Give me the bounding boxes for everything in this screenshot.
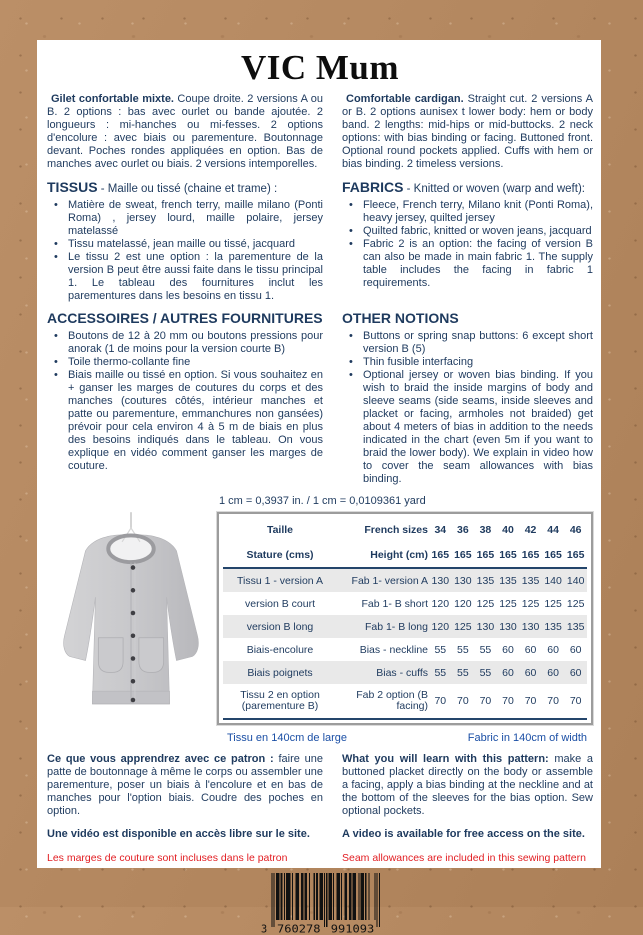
accessoires-list <box>47 330 323 473</box>
value-cell: 55 <box>479 643 492 656</box>
row-label-en: Fab 1- version A <box>351 574 428 587</box>
size-cell: 38 <box>479 523 492 536</box>
learn-paragraph-fr <box>47 753 323 818</box>
list-item: • Fabric 2 is an option: the facing of version B can also be made in main fabric 1. The supply table includes the facing in fabric 1 requirements. <box>342 238 593 290</box>
table-row <box>223 684 587 719</box>
list-item: • Quilted fabric, knitted or woven jeans, jacquard <box>342 225 593 238</box>
value-cell: 140 <box>544 574 562 587</box>
row-label-fr: version B court <box>244 597 316 610</box>
value-cell: 130 <box>431 574 450 587</box>
size-table-frame <box>217 512 593 725</box>
section-fabrics <box>342 180 593 303</box>
table-header-row <box>223 517 587 542</box>
fabric-width-caption-fr: Tissu en 140cm de large <box>227 732 348 745</box>
size-cell: 36 <box>457 523 469 536</box>
header-cell: French sizes <box>364 523 428 536</box>
seam-note-en: Seam allowances are included in this sewing pattern <box>342 852 586 865</box>
height-cell: 165 <box>564 542 587 568</box>
list-item: • Biais maille ou tissé en option. Si vous souhaitez en + ganser les marges de coutures du corps et des manches (coutures côtés, intérieur manches et patte ou parementure, emmanchures non gansées) prévoir pour cela environ 4 à 5 m de biais en plus des besoins indiqués dans le tableau. On vous explique en vidéo comment ganser les marges de couture. <box>47 369 323 473</box>
row-label-fr: Tissu 1 - version A <box>237 574 323 587</box>
left-pocket <box>98 638 123 673</box>
value-cell: 60 <box>502 666 514 679</box>
list-item: • Boutons de 12 à 20 mm ou boutons pressions pour anorak (1 de moins pour la version courte B) <box>47 330 323 356</box>
height-cell: 165 <box>452 542 475 568</box>
notions-list <box>342 330 593 486</box>
table-row <box>223 568 587 592</box>
table-row <box>223 638 587 661</box>
intro-body-en: Straight cut. 2 versions A or B. 2 options aunisex t lower body: hem or body band. 2 lengths: mid-hips or mid-buttocks. 2 neck options: with bias binding or facing. Buttoned front. Optional round pockets applied. Cuffs with hem or bias binding. 2 timeless versions. <box>342 93 593 171</box>
value-cell: 135 <box>521 574 540 587</box>
value-cell: 55 <box>479 666 492 679</box>
row-label-en: Bias - cuffs <box>376 666 428 679</box>
table-row <box>223 592 587 615</box>
value-cell: 60 <box>547 666 559 679</box>
value-cell: 120 <box>431 597 450 610</box>
pattern-title: VIC Mum <box>240 48 400 87</box>
section-other-notions <box>342 311 593 486</box>
learn-lead-en: What you will learn with this pattern: <box>342 753 549 766</box>
video-note-en: A video is available for free access on the site. <box>342 828 585 841</box>
cardigan-illustration <box>45 511 217 721</box>
list-item: • Fleece, French terry, Milano knit (Ponti Roma), heavy jersey, quilted jersey <box>342 199 593 225</box>
fabric-width-caption-en: Fabric in 140cm of width <box>467 732 587 745</box>
list-item: • Tissu matelassé, jean maille ou tissé, jacquard <box>47 238 323 251</box>
learn-body-en: make a buttoned placket directly on the body or assemble a facing, apply a bias binding at the neckline and at the bottom of the sleeves for the bias option. Sew optional pockets. <box>342 753 593 818</box>
value-cell: 130 <box>454 574 472 587</box>
value-cell: 130 <box>499 620 517 633</box>
value-cell: 70 <box>474 684 497 719</box>
list-item: • Optional jersey or woven bias binding. If you wish to braid the inside margins of body and sleeve seams (side seams, inside sleeves and placket or facing, armholes not braided) get about 4 meters of bias in addition to the needs indicated in the chart (even 5m if you want to braid the lower body). We explain in video how to cover the seam allowances with bias binding. <box>342 369 593 486</box>
cardigan-photo <box>45 495 217 721</box>
value-cell: 60 <box>502 643 514 656</box>
tissus-heading: TISSUS <box>47 179 98 196</box>
unit-conversion-note: 1 cm = 0,3937 in. / 1 cm = 0,0109361 yard <box>219 495 426 508</box>
size-cell: 34 <box>434 523 447 536</box>
learn-body-fr: faire une patte de boutonnage à même le corps ou assembler une parementure, poser un biais à l'encolure et en bas de manches pour l'option biais. Coudre des poches en option. <box>47 753 323 818</box>
fabric-width-captions <box>47 732 593 744</box>
fabrics-heading: FABRICS <box>342 179 404 196</box>
header-cell: Stature (cms) <box>223 542 337 568</box>
section-accessoires <box>47 311 323 486</box>
value-cell: 120 <box>431 620 450 633</box>
list-item: • Toile thermo-collante fine <box>47 356 323 369</box>
size-cell: 46 <box>569 523 582 536</box>
notions-heading: OTHER NOTIONS <box>342 310 459 327</box>
row-label-en: Fab 1- B long <box>364 620 428 633</box>
section-tissus <box>47 180 323 303</box>
value-cell: 140 <box>566 574 585 587</box>
size-cell: 40 <box>502 523 514 536</box>
height-cell: 165 <box>497 542 520 568</box>
value-cell: 60 <box>569 666 582 679</box>
value-cell: 60 <box>524 666 537 679</box>
value-cell: 60 <box>524 643 537 656</box>
value-cell: 130 <box>476 620 495 633</box>
seam-note-fr: Les marges de couture sont incluses dans le patron <box>47 852 288 865</box>
fabrics-subtitle: - Knitted or woven (warp and weft): <box>403 183 585 196</box>
pattern-envelope-back <box>37 40 601 935</box>
size-cell: 44 <box>547 523 559 536</box>
intro-paragraph-en <box>342 93 593 171</box>
accessoires-heading: ACCESSOIRES / AUTRES FOURNITURES <box>47 310 323 327</box>
value-cell: 70 <box>497 684 520 719</box>
intro-lead-en: Comfortable cardigan. <box>346 93 464 106</box>
intro-body-fr: Coupe droite. 2 versions A ou B. 2 options : bas avec ourlet ou bande ajoutée. 2 longueurs : mi-hanches ou mi-fesses. 2 options d'encolure : avec biais ou parementure. Boutonnage devant. Poches rondes appliquées en option. Bas de manches avec ourlet ou biais. 2 versions intemporelles. <box>47 93 323 171</box>
barcode-digits-group1: 760278 <box>276 923 320 935</box>
list-item: • Matière de sweat, french terry, maille milano (Ponti Roma) , jersey lourd, maille polaire, jersey matelassé <box>47 199 323 238</box>
value-cell: 125 <box>566 597 585 610</box>
value-cell: 135 <box>499 574 517 587</box>
intro-section <box>47 93 593 171</box>
value-cell: 70 <box>564 684 587 719</box>
size-table-area <box>217 495 593 725</box>
value-cell: 130 <box>521 620 540 633</box>
figure-and-table-row <box>47 495 593 725</box>
row-label-fr: version B long <box>246 620 314 633</box>
value-cell: 60 <box>569 643 582 656</box>
value-cell: 125 <box>521 597 540 610</box>
row-label-en: Bias - neckline <box>359 643 428 656</box>
height-cell: 165 <box>474 542 497 568</box>
learn-paragraph-en <box>342 753 593 818</box>
video-note-row <box>47 828 593 841</box>
value-cell: 70 <box>452 684 475 719</box>
value-cell: 120 <box>454 597 472 610</box>
learn-lead-fr: Ce que vous apprendrez avec ce patron : <box>47 753 274 766</box>
tissus-subtitle: - Maille ou tissé (chaine et trame) : <box>97 183 278 196</box>
value-cell: 55 <box>457 643 469 656</box>
size-table <box>223 517 587 720</box>
value-cell: 135 <box>476 574 495 587</box>
value-cell: 70 <box>519 684 542 719</box>
video-note-fr: Une vidéo est disponible en accès libre sur le site. <box>47 828 310 841</box>
ean13-barcode <box>261 873 380 935</box>
height-cell: 165 <box>542 542 565 568</box>
value-cell: 125 <box>544 597 562 610</box>
tissus-list <box>47 199 323 303</box>
value-cell: 125 <box>476 597 495 610</box>
intro-paragraph-fr <box>47 93 323 171</box>
table-row <box>223 661 587 684</box>
height-cell: 165 <box>519 542 542 568</box>
size-cell: 42 <box>524 523 537 536</box>
barcode-digits-group2: 991093 <box>330 923 374 935</box>
value-cell: 70 <box>429 684 452 719</box>
table-row <box>223 615 587 638</box>
notions-row <box>47 311 593 494</box>
row-label-fr: Biais-encolure <box>246 643 314 656</box>
height-cell: 165 <box>429 542 452 568</box>
row-label-fr: Tissu 2 en option (parementure B) <box>223 684 337 719</box>
row-label-en: Fab 2 option (B facing) <box>337 684 429 719</box>
value-cell: 55 <box>434 666 447 679</box>
table-header-row <box>223 542 587 568</box>
value-cell: 55 <box>457 666 469 679</box>
barcode-area <box>47 873 593 935</box>
value-cell: 60 <box>547 643 559 656</box>
row-label-fr: Biais poignets <box>247 666 313 679</box>
list-item: • Thin fusible interfacing <box>342 356 593 369</box>
value-cell: 55 <box>434 643 447 656</box>
fabrics-row <box>47 180 593 311</box>
right-pocket <box>139 638 164 673</box>
value-cell: 125 <box>454 620 472 633</box>
header-cell: Height (cm) <box>337 542 429 568</box>
row-label-en: Fab 1- B short <box>361 597 428 610</box>
value-cell: 70 <box>542 684 565 719</box>
learn-section <box>47 753 593 818</box>
fabrics-list <box>342 199 593 290</box>
barcode-digit-left: 3 <box>260 923 267 935</box>
value-cell: 135 <box>544 620 562 633</box>
header-cell: Taille <box>266 523 294 536</box>
list-item: • Le tissu 2 est une option : la parementure de la version B peut être aussi faite dans le tissu principal 1. Le tableau des fournitures inclut les parementures dans les besoins en tissu 1. <box>47 251 323 303</box>
value-cell: 125 <box>499 597 517 610</box>
value-cell: 135 <box>566 620 585 633</box>
intro-lead-fr: Gilet confortable mixte. <box>51 93 174 106</box>
seam-allowance-row <box>47 852 593 864</box>
list-item: • Buttons or spring snap buttons: 6 except short version B (5) <box>342 330 593 356</box>
